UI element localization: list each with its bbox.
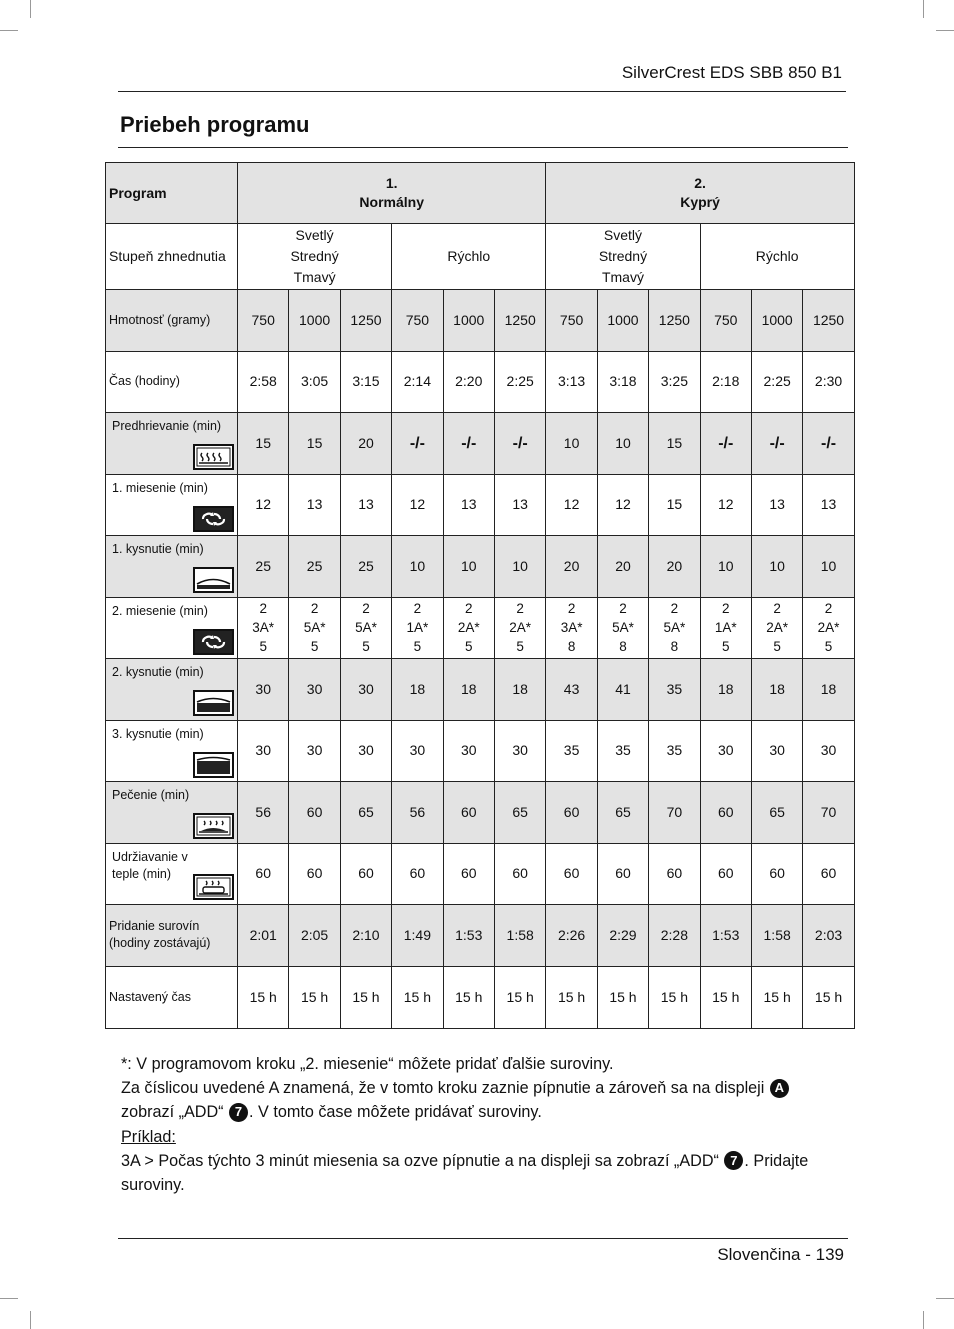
value-line: 5 xyxy=(824,639,833,655)
value-cell xyxy=(340,597,391,659)
value-cell: 15 h xyxy=(443,966,494,1028)
value-line: 8 xyxy=(567,639,576,655)
value-cell: 15 h xyxy=(546,966,597,1028)
row-label: 2. kysnutie (min) xyxy=(112,665,204,680)
value-line: 5 xyxy=(413,639,422,655)
footnote-line-3 xyxy=(121,1149,841,1197)
browning-levels-1 xyxy=(238,224,392,290)
program-1-name: Normálny xyxy=(359,194,424,210)
value-cell: 1:58 xyxy=(751,905,802,967)
value-cell: 35 xyxy=(649,659,700,721)
value-cell xyxy=(443,597,494,659)
value-cell: -/- xyxy=(392,413,443,475)
value-cell: 13 xyxy=(494,474,545,536)
value-line: 2 xyxy=(567,601,576,617)
value-cell: 18 xyxy=(803,659,854,721)
header-title: SilverCrest EDS SBB 850 B1 xyxy=(621,63,842,82)
value-cell: 65 xyxy=(494,782,545,844)
value-cell: 43 xyxy=(546,659,597,721)
value-cell: 10 xyxy=(443,536,494,598)
crop-mark xyxy=(936,1298,954,1299)
value-cell: 30 xyxy=(751,720,802,782)
value-cell: 10 xyxy=(597,413,648,475)
row-label: Udržiavanie v teple (min) xyxy=(112,849,188,881)
value-cell: 70 xyxy=(649,782,700,844)
value-cell: 12 xyxy=(597,474,648,536)
value-cell: 15 h xyxy=(803,966,854,1028)
browning-dark: Tmavý xyxy=(293,269,336,285)
row-label-cell xyxy=(106,782,238,844)
value-line: 2 xyxy=(516,601,524,617)
program-label: Program xyxy=(106,163,238,224)
rise-3-icon xyxy=(193,752,234,778)
value-cell: -/- xyxy=(494,413,545,475)
value-cell: 30 xyxy=(340,659,391,721)
value-cell: 3:18 xyxy=(597,351,648,413)
value-cell: 30 xyxy=(289,720,340,782)
value-cell: 60 xyxy=(392,843,443,905)
value-cell: 56 xyxy=(392,782,443,844)
value-cell: 2:01 xyxy=(238,905,289,967)
value-cell: 750 xyxy=(546,290,597,352)
add-marker-7-icon: 7 xyxy=(229,1103,248,1122)
value-cell: 60 xyxy=(443,843,494,905)
value-cell: 70 xyxy=(803,782,854,844)
fast-label-2: Rýchlo xyxy=(700,224,854,290)
value-cell: 15 h xyxy=(494,966,545,1028)
value-cell: 15 xyxy=(289,413,340,475)
program-2-number: 2. xyxy=(694,175,706,191)
value-cell: 60 xyxy=(238,843,289,905)
value-line: 2 xyxy=(619,601,627,617)
footnote-line-3-part-b: . Pridajte suroviny. xyxy=(121,1151,809,1195)
value-cell: 30 xyxy=(238,720,289,782)
value-cell: -/- xyxy=(443,413,494,475)
row-label: 1. miesenie (min) xyxy=(112,480,208,495)
title-rule xyxy=(118,147,848,148)
table-row xyxy=(106,474,855,536)
program-1-header xyxy=(238,163,546,224)
value-cell: 750 xyxy=(238,290,289,352)
row-label-cell xyxy=(106,659,238,721)
knead-icon xyxy=(193,506,234,532)
table-row xyxy=(106,905,855,967)
value-cell: 15 h xyxy=(649,966,700,1028)
browning-label: Stupeň zhnednutia xyxy=(106,224,238,290)
row-label-cell xyxy=(106,966,238,1028)
row-label: 3. kysnutie (min) xyxy=(112,726,204,741)
value-cell: 13 xyxy=(340,474,391,536)
footer-language: Slovenčina xyxy=(717,1245,801,1264)
value-line: 2A* xyxy=(766,620,789,636)
value-cell: 10 xyxy=(494,536,545,598)
value-cell: 2:26 xyxy=(546,905,597,967)
value-cell: 1000 xyxy=(289,290,340,352)
add-marker-7-icon: 7 xyxy=(724,1151,743,1170)
bake-icon xyxy=(193,813,234,839)
row-label: 2. miesenie (min) xyxy=(112,603,208,618)
row-label-cell xyxy=(106,905,238,967)
value-cell: 15 h xyxy=(597,966,648,1028)
value-cell: 13 xyxy=(289,474,340,536)
value-cell: 60 xyxy=(289,843,340,905)
value-cell: 35 xyxy=(649,720,700,782)
value-cell: 2:25 xyxy=(751,351,802,413)
value-line: 2 xyxy=(670,601,679,617)
value-cell: 18 xyxy=(392,659,443,721)
value-cell: 60 xyxy=(546,843,597,905)
value-cell xyxy=(649,597,700,659)
browning-light: Svetlý xyxy=(295,227,334,243)
value-cell: 1000 xyxy=(597,290,648,352)
value-cell: 2:25 xyxy=(494,351,545,413)
crop-mark xyxy=(30,0,31,18)
value-cell: 20 xyxy=(649,536,700,598)
value-cell: 13 xyxy=(803,474,854,536)
value-cell xyxy=(289,597,340,659)
value-cell: 1250 xyxy=(649,290,700,352)
footer-separator: - xyxy=(805,1245,811,1264)
value-cell: 60 xyxy=(494,843,545,905)
value-line: 1A* xyxy=(714,620,737,636)
table-row xyxy=(106,843,855,905)
value-cell: 1:58 xyxy=(494,905,545,967)
footer-rule xyxy=(118,1238,848,1239)
value-cell: 3:13 xyxy=(546,351,597,413)
value-cell: 2:14 xyxy=(392,351,443,413)
page-title: Priebeh programu xyxy=(120,112,310,137)
value-cell: 10 xyxy=(392,536,443,598)
value-cell: 15 h xyxy=(340,966,391,1028)
value-cell xyxy=(751,597,802,659)
value-cell: 12 xyxy=(546,474,597,536)
display-marker-a-icon: A xyxy=(770,1079,789,1098)
value-line: 2A* xyxy=(509,620,532,636)
table-row xyxy=(106,290,855,352)
value-cell: 10 xyxy=(803,536,854,598)
rise-1-icon xyxy=(193,567,234,593)
value-line: 2 xyxy=(413,601,422,617)
preheat-icon xyxy=(193,444,234,470)
program-2-header xyxy=(546,163,854,224)
value-line: 8 xyxy=(670,639,679,655)
footnote-line-1: *: V programovom kroku „2. miesenie“ môžete pridať ďalšie suroviny. xyxy=(121,1055,614,1073)
value-cell: 60 xyxy=(700,782,751,844)
value-line: 2 xyxy=(362,601,370,617)
value-cell: 2:18 xyxy=(700,351,751,413)
value-cell: 30 xyxy=(289,659,340,721)
browning-levels-2 xyxy=(546,224,700,290)
footnote-line-2 xyxy=(121,1076,841,1124)
row-label-cell xyxy=(106,843,238,905)
row-label-cell xyxy=(106,474,238,536)
footer xyxy=(717,1245,844,1265)
value-cell: 15 h xyxy=(238,966,289,1028)
value-cell xyxy=(238,597,289,659)
value-cell: 2:58 xyxy=(238,351,289,413)
value-cell: 41 xyxy=(597,659,648,721)
value-line: 5 xyxy=(310,639,319,655)
fast-label-1: Rýchlo xyxy=(392,224,546,290)
value-cell: 12 xyxy=(238,474,289,536)
value-cell: 60 xyxy=(649,843,700,905)
row-label-cell xyxy=(106,413,238,475)
value-cell: 25 xyxy=(289,536,340,598)
row-label-cell xyxy=(106,351,238,413)
value-cell: 15 xyxy=(649,474,700,536)
value-cell: 15 h xyxy=(392,966,443,1028)
value-cell: 18 xyxy=(443,659,494,721)
value-cell xyxy=(392,597,443,659)
value-cell: 1:53 xyxy=(443,905,494,967)
value-line: 5A* xyxy=(612,620,634,636)
value-cell xyxy=(700,597,751,659)
value-cell: 2:20 xyxy=(443,351,494,413)
value-cell: 1000 xyxy=(443,290,494,352)
header-rule xyxy=(118,91,846,92)
crop-mark xyxy=(936,30,954,31)
program-table xyxy=(105,162,855,1029)
value-cell: 1:53 xyxy=(700,905,751,967)
value-cell: 12 xyxy=(392,474,443,536)
value-line: 5 xyxy=(722,639,730,655)
value-cell: 15 xyxy=(238,413,289,475)
value-cell: 1250 xyxy=(494,290,545,352)
value-cell: 60 xyxy=(597,843,648,905)
value-line: 2A* xyxy=(457,620,480,636)
crop-mark xyxy=(923,0,924,18)
value-line: 5 xyxy=(465,639,473,655)
program-table-body xyxy=(106,163,855,1029)
program-row xyxy=(106,163,855,224)
crop-mark xyxy=(30,1311,31,1329)
value-line: 2 xyxy=(259,601,267,617)
row-label-cell xyxy=(106,720,238,782)
value-cell: 750 xyxy=(392,290,443,352)
value-cell: 1000 xyxy=(751,290,802,352)
value-cell: 25 xyxy=(340,536,391,598)
value-cell: 35 xyxy=(546,720,597,782)
value-cell: 2:29 xyxy=(597,905,648,967)
value-cell: 10 xyxy=(546,413,597,475)
crop-mark xyxy=(0,30,18,31)
value-line: 2 xyxy=(465,601,473,617)
value-cell: 30 xyxy=(238,659,289,721)
crop-mark xyxy=(0,1298,18,1299)
value-cell: 2:03 xyxy=(803,905,854,967)
value-cell: 10 xyxy=(700,536,751,598)
row-label-cell xyxy=(106,597,238,659)
value-cell: 15 xyxy=(649,413,700,475)
value-cell: 20 xyxy=(597,536,648,598)
value-cell: 35 xyxy=(597,720,648,782)
value-line: 5 xyxy=(516,639,524,655)
value-cell: -/- xyxy=(751,413,802,475)
value-line: 2 xyxy=(824,601,833,617)
value-cell: 10 xyxy=(751,536,802,598)
value-line: 2 xyxy=(722,601,730,617)
crop-mark xyxy=(923,1311,924,1329)
value-cell: 15 h xyxy=(751,966,802,1028)
value-cell: 20 xyxy=(546,536,597,598)
program-1-number: 1. xyxy=(385,175,398,191)
value-cell xyxy=(546,597,597,659)
value-cell: 18 xyxy=(494,659,545,721)
footnotes xyxy=(121,1052,841,1197)
table-row xyxy=(106,782,855,844)
row-label: Pridanie surovín (hodiny zostávajú) xyxy=(109,919,211,951)
value-cell: 30 xyxy=(803,720,854,782)
value-cell: 60 xyxy=(803,843,854,905)
browning-light: Svetlý xyxy=(603,227,643,243)
row-label: Nastavený čas xyxy=(109,989,191,1004)
value-cell: 750 xyxy=(700,290,751,352)
value-cell: 56 xyxy=(238,782,289,844)
value-cell: 18 xyxy=(751,659,802,721)
value-cell: 3:05 xyxy=(289,351,340,413)
value-cell xyxy=(494,597,545,659)
value-cell: 65 xyxy=(340,782,391,844)
row-label-cell xyxy=(106,536,238,598)
value-cell: 65 xyxy=(597,782,648,844)
footnote-line-2-part-b: zobrazí „ADD“ xyxy=(121,1103,224,1122)
value-cell: 60 xyxy=(751,843,802,905)
value-cell: -/- xyxy=(803,413,854,475)
value-cell: 2:28 xyxy=(649,905,700,967)
value-cell: 20 xyxy=(340,413,391,475)
value-cell: 30 xyxy=(340,720,391,782)
table-row xyxy=(106,351,855,413)
value-line: 8 xyxy=(619,639,627,655)
value-cell: 60 xyxy=(289,782,340,844)
browning-medium: Stredný xyxy=(598,248,648,264)
value-line: 3A* xyxy=(252,620,275,636)
value-cell: 15 h xyxy=(700,966,751,1028)
table-row xyxy=(106,966,855,1028)
value-cell: 13 xyxy=(443,474,494,536)
value-line: 5A* xyxy=(303,620,326,636)
value-cell: 15 h xyxy=(289,966,340,1028)
knead-icon xyxy=(193,629,234,655)
browning-dark: Tmavý xyxy=(601,269,644,285)
row-label: Čas (hodiny) xyxy=(109,374,180,389)
value-cell: 60 xyxy=(340,843,391,905)
value-cell: 13 xyxy=(751,474,802,536)
value-cell: 2:30 xyxy=(803,351,854,413)
example-label: Príklad: xyxy=(121,1127,176,1146)
browning-row xyxy=(106,224,855,290)
footnote-line-3-part-a: 3A > Počas týchto 3 minút miesenia sa ozve pípnutie a na displeji sa zobrazí „ADD“ xyxy=(121,1151,719,1170)
value-cell: 30 xyxy=(494,720,545,782)
table-row xyxy=(106,659,855,721)
value-line: 2 xyxy=(310,601,319,617)
row-label: Predhrievanie (min) xyxy=(112,419,222,434)
table-row xyxy=(106,720,855,782)
value-cell: -/- xyxy=(700,413,751,475)
row-label: 1. kysnutie (min) xyxy=(112,542,204,557)
value-line: 5 xyxy=(259,639,267,655)
row-label-cell xyxy=(106,290,238,352)
value-cell: 3:25 xyxy=(649,351,700,413)
value-cell: 65 xyxy=(751,782,802,844)
rise-2-icon xyxy=(193,690,234,716)
footer-page-number: 139 xyxy=(815,1245,844,1264)
value-cell: 30 xyxy=(700,720,751,782)
value-cell: 30 xyxy=(392,720,443,782)
browning-medium: Stredný xyxy=(290,248,339,264)
value-cell: 60 xyxy=(443,782,494,844)
value-line: 5A* xyxy=(355,620,377,636)
table-row xyxy=(106,413,855,475)
value-line: 1A* xyxy=(406,620,429,636)
table-row xyxy=(106,536,855,598)
value-cell: 2:10 xyxy=(340,905,391,967)
value-line: 2 xyxy=(773,601,781,617)
row-label: Hmotnosť (gramy) xyxy=(109,312,211,327)
value-line: 5 xyxy=(362,639,370,655)
value-line: 3A* xyxy=(560,620,583,636)
program-2-name: Kyprý xyxy=(680,194,720,210)
value-cell: 1250 xyxy=(803,290,854,352)
value-cell: 1250 xyxy=(340,290,391,352)
value-cell: 3:15 xyxy=(340,351,391,413)
value-cell: 12 xyxy=(700,474,751,536)
value-cell xyxy=(597,597,648,659)
value-cell xyxy=(803,597,854,659)
value-cell: 1:49 xyxy=(392,905,443,967)
value-cell: 30 xyxy=(443,720,494,782)
value-cell: 60 xyxy=(546,782,597,844)
table-row xyxy=(106,597,855,659)
value-cell: 60 xyxy=(700,843,751,905)
value-line: 2A* xyxy=(817,620,840,636)
value-line: 5A* xyxy=(663,620,686,636)
row-label: Pečenie (min) xyxy=(112,788,190,803)
footnote-line-2-part-a: Za číslicou uvedené A znamená, že v tomto kroku zaznie pípnutie a zároveň sa na displeji xyxy=(121,1079,765,1098)
value-line: 5 xyxy=(773,639,781,655)
value-cell: 18 xyxy=(700,659,751,721)
footnote-line-2-part-c: . V tomto čase môžete pridávať suroviny. xyxy=(249,1103,542,1122)
value-cell: 25 xyxy=(238,536,289,598)
value-cell: 2:05 xyxy=(289,905,340,967)
keep-warm-icon xyxy=(193,874,234,900)
